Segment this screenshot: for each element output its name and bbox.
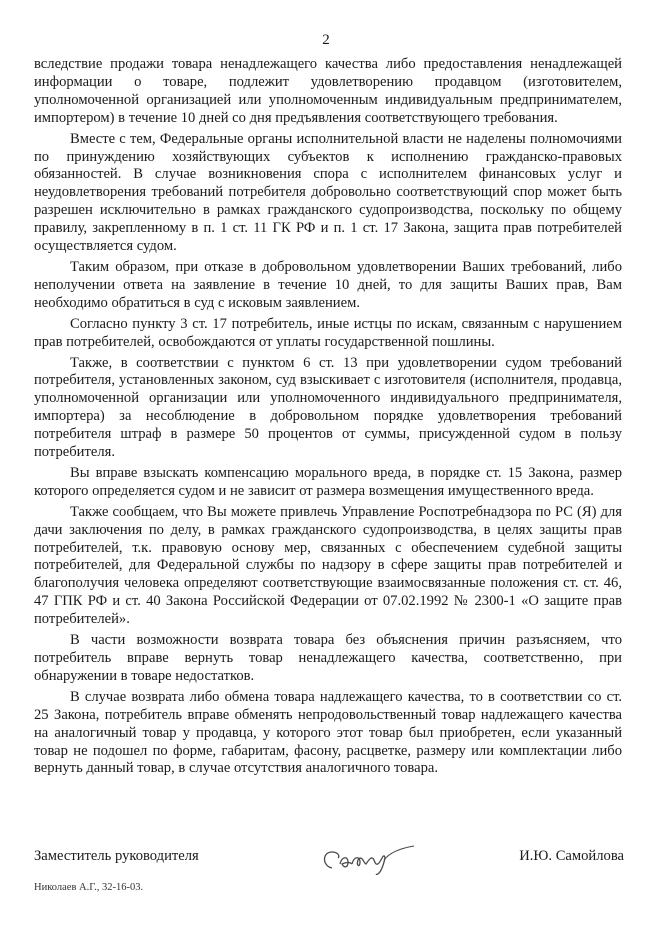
paragraph: Согласно пункту 3 ст. 17 потребитель, иные истцы по искам, связанным с нарушением прав потребителей, освобождаются от уплаты государственной пошлины. [34, 315, 622, 350]
paragraph: Вы вправе взыскать компенсацию морального вреда, в порядке ст. 15 Закона, размер которого определяется судом и не зависит от размера возмещения имущественного вреда. [34, 464, 622, 499]
signer-title: Заместитель руководителя [34, 848, 199, 864]
paragraph: Вместе с тем, Федеральные органы исполнительной власти не наделены полномочиями по принуждению хозяйствующих субъектов к исполнению гражданско-правовых обязанностей. В случае возникновения спора с исполнителем финансовых услуг и неудовлетворения требований потребителя добровольно соответствующий спор может быть разрешен исключительно в рамках гражданского судопроизводства, поскольку по общему правилу, закрепленному в п. 1 ст. 11 ГК РФ и п. 1 ст. 17 Закона, защита прав потребителей осуществляется судом. [34, 130, 622, 255]
signer-name: И.Ю. Самойлова [519, 848, 624, 864]
paragraph: Также, в соответствии с пунктом 6 ст. 13 при удовлетворении судом требований потребителя, установленных законом, суд взыскивает с изготовителя (исполнителя, продавца, уполномоченной организации или уполномоченного индивидуального предпринимателя, импортера) за несоблюдение в добровольном порядке удовлетворения требований потребителя штраф в размере 50 процентов от суммы, присужденной судом в пользу потребителя. [34, 354, 622, 461]
letter-body [34, 56, 622, 778]
signature-block [34, 842, 624, 882]
page-number: 2 [322, 32, 330, 48]
paragraph: Также сообщаем, что Вы можете привлечь Управление Роспотребнадзора по РС (Я) для дачи заключения по делу, в рамках гражданского судопроизводства, в целях защиты прав потребителей, т.к. правовую основу мер, связанных с обеспечением судебной защиты потребителей, для Федеральной службы по надзору в сфере защиты прав потребителей и благополучия человека определяют соответствующие взаимосвязанные положения ст. ст. 46, 47 ГПК РФ и ст. 40 Закона Российской Федерации от 07.02.1992 № 2300-1 «О защите прав потребителей». [34, 503, 622, 628]
paragraph: Таким образом, при отказе в добровольном удовлетворении Ваших требований, либо неполучении ответа на заявление в течение 10 дней, то для защиты Ваших прав, Вам необходимо обратиться в суд с исковым заявлением. [34, 258, 622, 311]
paragraph: вследствие продажи товара ненадлежащего качества либо предоставления ненадлежащей информации о товаре, подлежит удовлетворению продавцом (изготовителем, уполномоченной организацией или уполномоченным индивидуальным предпринимателем, импортером) в течение 10 дней со дня предъявления соответствующего требования. [34, 56, 622, 126]
paragraph: В части возможности возврата товара без объяснения причин разъясняем, что потребитель вправе вернуть товар ненадлежащего качества, соответственно, при обнаружении в товаре недостатков. [34, 632, 622, 684]
executor-note: Николаев А.Г., 32-16-03. [34, 882, 144, 893]
handwritten-signature [318, 842, 428, 878]
paragraph: В случае возврата либо обмена товара надлежащего качества, то в соответствии со ст. 25 Закона, потребитель вправе обменять непродовольственный товар надлежащего качества на аналогичный товар у продавца, у которого этот товар был приобретен, если указанный товар не подошел по форме, габаритам, фасону, расцветке, размеру или комплектации либо вернуть данный товар, в случае отсутствия аналогичного товара. [34, 688, 622, 777]
